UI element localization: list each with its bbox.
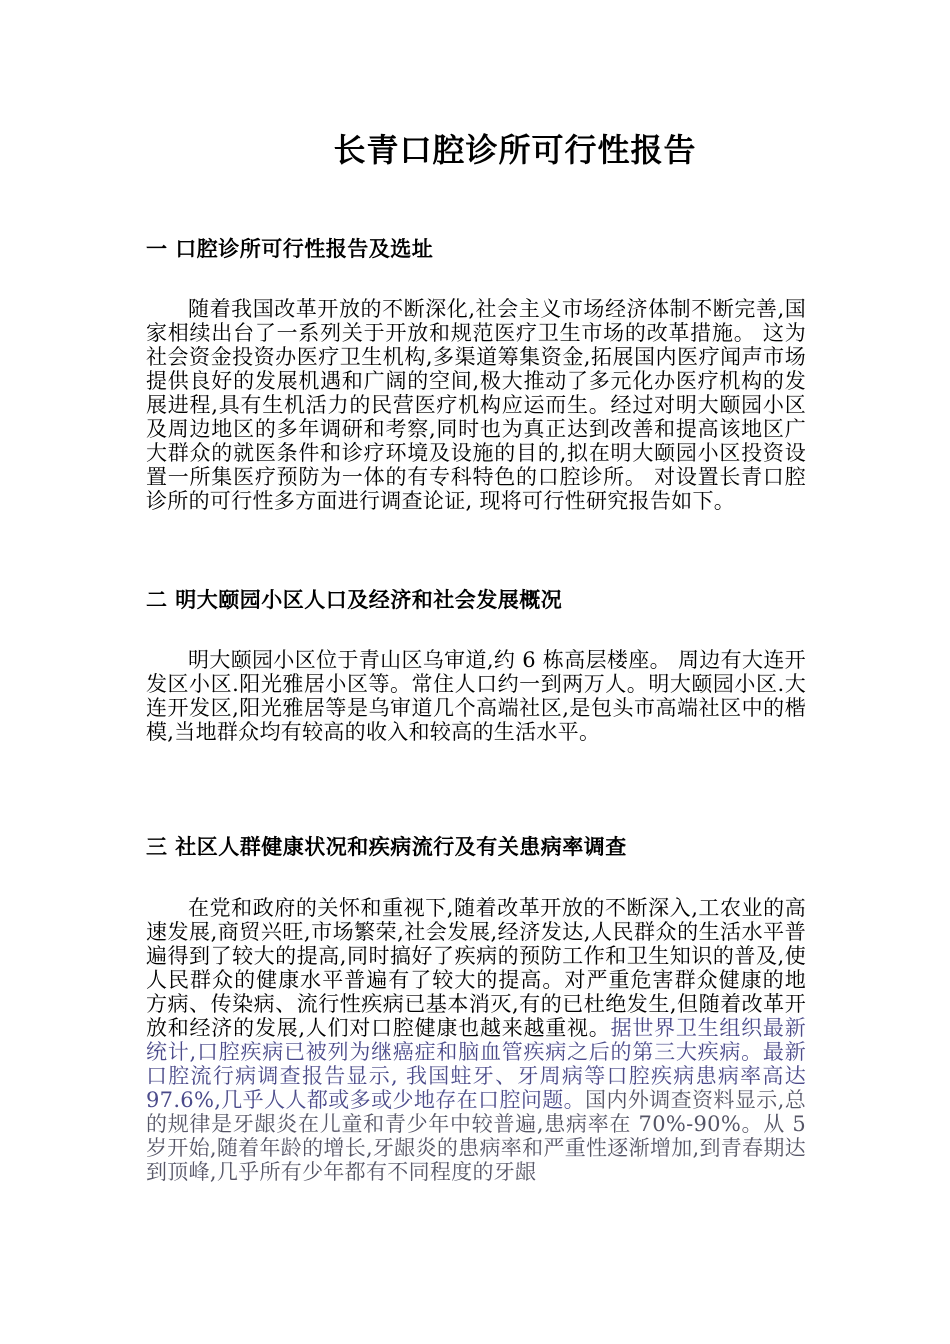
document-title: 长青口腔诊所可行性报告 bbox=[333, 131, 697, 169]
section-heading-2: 二 明大颐园小区人口及经济和社会发展概况 bbox=[146, 587, 563, 612]
section-heading-1: 一 口腔诊所可行性报告及选址 bbox=[146, 236, 434, 261]
section-3-paragraph bbox=[146, 896, 806, 1184]
section-3-text-part2: 据世界卫生组织最新统计,口腔疾病已被列为继癌症和脑血管疾病之后的第三大疾病。最新口腔流行病调查报告显示, 我国蛀牙、牙周病等口腔疾病患病率高达 97.6%,几乎人人都或多或少地存在口腔问题。 bbox=[146, 1016, 806, 1112]
section-heading-3: 三 社区人群健康状况和疾病流行及有关患病率调查 bbox=[146, 834, 627, 859]
section-3-text-part1: 在党和政府的关怀和重视下,随着改革开放的不断深入,工农业的高速发展,商贸兴旺,市场繁荣,社会发展,经济发达,人民群众的生活水平普遍得到了较大的提高,同时搞好了疾病的预防工作和卫生知识的普及,使人民群众的健康水平普遍有了较大的提高。对严重危害群众健康的地方病、传染病、流行性疾病已基本消灭,有的已杜绝发生,但随着改革开放和经济的发展,人们对口腔健康也越来越重视。 bbox=[146, 896, 806, 1040]
section-3-text-part3: 国内外调查资料显示,总的规律是牙龈炎在儿童和青少年中较普遍,患病率在 70%-90%。从 5 岁开始,随着年龄的增长,牙龈炎的患病率和严重性逐渐增加,到青春期达到顶峰,几乎所有少年都有不同程度的牙龈 bbox=[146, 1088, 806, 1184]
section-1-paragraph: 随着我国改革开放的不断深化,社会主义市场经济体制不断完善,国家相续出台了一系列关于开放和规范医疗卫生市场的改革措施。 这为社会资金投资办医疗卫生机构,多渠道筹集资金,拓展国内医疗闻声市场提供良好的发展机遇和广阔的空间,极大推动了多元化办医疗机构的发展进程,具有生机活力的民营医疗机构应运而生。经过对明大颐园小区及周边地区的多年调研和考察,同时也为真正达到改善和提高该地区广大群众的就医条件和诊疗环境及设施的目的,拟在明大颐园小区投资设置一所集医疗预防为一体的有专科特色的口腔诊所。 对设置长青口腔诊所的可行性多方面进行调查论证, 现将可行性研究报告如下。 bbox=[146, 297, 806, 513]
section-2-paragraph: 明大颐园小区位于青山区乌审道,约 6 栋高层楼座。 周边有大连开发区小区.阳光雅居小区等。常住人口约一到两万人。明大颐园小区.大连开发区,阳光雅居等是乌审道几个高端社区,是包头市高端社区中的楷模,当地群众均有较高的收入和较高的生活水平。 bbox=[146, 648, 806, 744]
